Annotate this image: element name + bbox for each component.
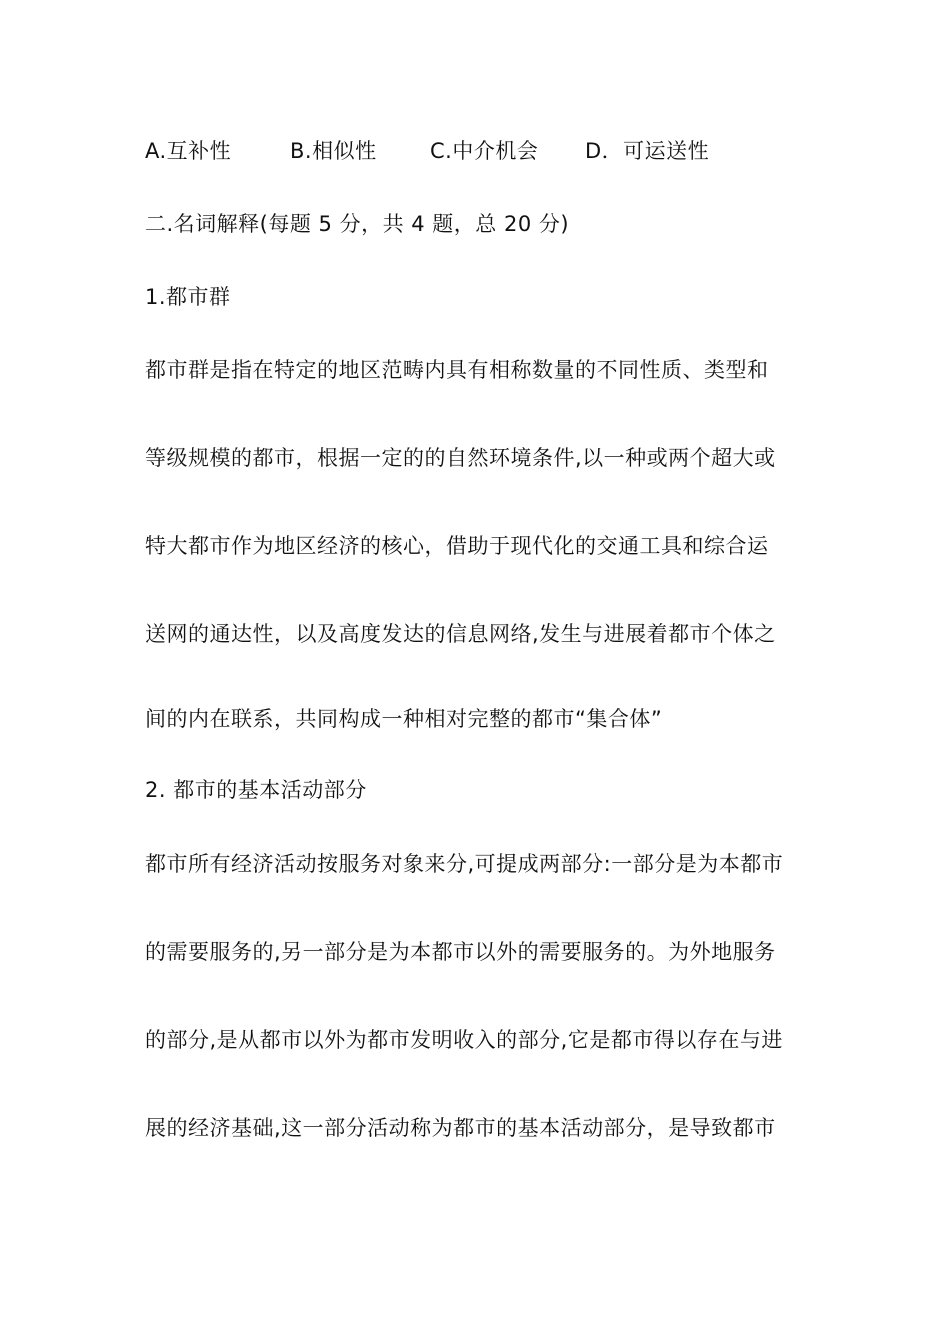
term-1-line: 送网的通达性，以及高度发达的信息网络,发生与进展着都市个体之 — [145, 622, 776, 646]
term-1-line: 间的内在联系，共同构成一种相对完整的都市“集合体” — [145, 707, 663, 731]
term-2-title: 2. 都市的基本活动部分 — [145, 778, 367, 802]
term-2-line: 展的经济基础,这一部分活动称为都市的基本活动部分，是导致都市 — [145, 1116, 776, 1140]
term-1-line: 特大都市作为地区经济的核心，借助于现代化的交通工具和综合运 — [145, 534, 769, 558]
option-c: C.中介机会 — [430, 139, 539, 163]
term-2-line: 的部分,是从都市以外为都市发明收入的部分,它是都市得以存在与进 — [145, 1028, 783, 1052]
term-1-line: 等级规模的都市，根据一定的的自然环境条件,以一种或两个超大或 — [145, 446, 776, 470]
term-2-line: 的需要服务的,另一部分是为本都市以外的需要服务的。为外地服务 — [145, 940, 776, 964]
option-b: B.相似性 — [290, 139, 377, 163]
term-1-line: 都市群是指在特定的地区范畴内具有相称数量的不同性质、类型和 — [145, 358, 769, 382]
section-heading: 二.名词解释(每题 5 分，共 4 题，总 20 分) — [145, 212, 570, 236]
term-2-line: 都市所有经济活动按服务对象来分,可提成两部分:一部分是为本都市 — [145, 852, 784, 876]
term-1-title: 1.都市群 — [145, 285, 231, 309]
option-a: A.互补性 — [145, 139, 232, 163]
option-d: D．可运送性 — [585, 139, 710, 163]
